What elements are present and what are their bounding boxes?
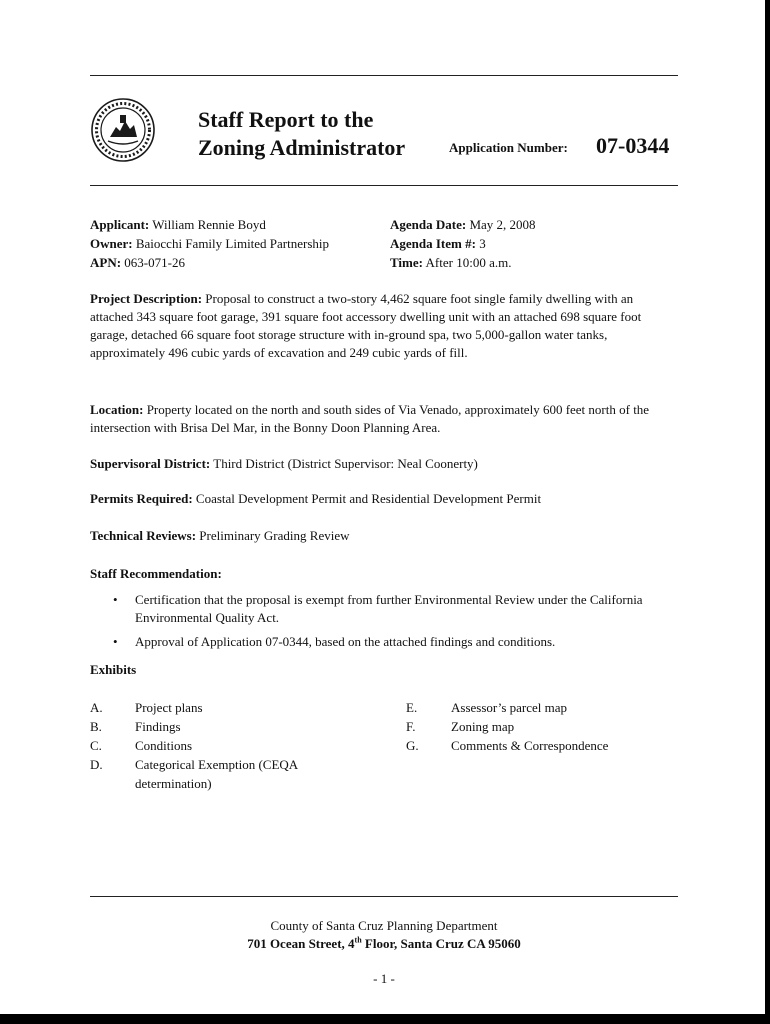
technical-reviews [90,527,678,545]
header-bottom-rule [90,185,678,186]
exhibit-text: Findings [135,719,181,734]
applicant-row [90,215,266,234]
time-value: After 10:00 a.m. [425,255,512,270]
list-item [406,717,681,736]
agenda-item-row [390,234,486,253]
project-description-text: Proposal to construct a two-story 4,462 square foot single family dwelling with an attached 343 square foot garage, 391 square foot accessory dwelling unit with an attached 698 square foot garage, detached 66 square foot storage structure with in-ground spa, two 5,000-gallon water tanks, approximately 496 cubic yards of excavation and 249 cubic yards of fill. [90,291,642,360]
permits-text: Coastal Development Permit and Residential Development Permit [195,491,542,506]
agenda-item-label: Agenda Item #: [390,236,476,251]
exhibit-letter: F. [406,719,416,734]
exhibit-text: Comments & Correspondence [451,738,609,753]
technical-text: Preliminary Grading Review [199,528,350,543]
exhibit-letter: E. [406,700,418,715]
exhibit-letter: B. [90,719,102,734]
list-item [90,698,330,717]
exhibits-list-right [406,698,681,755]
list-item [90,736,330,755]
owner-label: Owner: [90,236,133,251]
exhibit-letter: C. [90,738,102,753]
project-description-label: Project Description: [90,291,203,306]
title-line-2: Zoning Administrator [198,135,406,160]
exhibit-text: Project plans [135,700,203,715]
page-number: - 1 - [373,971,395,986]
list-item [113,633,673,651]
exhibits-heading: Exhibits [90,662,137,677]
list-item [90,755,330,793]
owner-row [90,234,329,253]
apn-row [90,253,185,272]
applicant-value: William Rennie Boyd [152,217,266,232]
recommendation-text: Certification that the proposal is exempt from further Environmental Review under the California Environmental Quality Act. [135,592,643,625]
scan-edge-right [765,0,770,1014]
time-row [390,253,511,272]
time-label: Time: [390,255,423,270]
supervisoral-text: Third District (District Supervisor: Neal Coonerty) [213,456,478,471]
exhibit-text: Categorical Exemption (CEQA determination) [135,757,298,791]
header-top-rule [90,75,678,76]
recommendation-text: Approval of Application 07-0344, based on the attached findings and conditions. [135,634,556,649]
exhibit-letter: D. [90,757,103,772]
list-item [113,591,673,627]
owner-value: Baiocchi Family Limited Partnership [135,236,330,251]
exhibits-list-left [90,698,330,793]
permits-required [90,490,678,508]
agenda-date-value: May 2, 2008 [469,217,536,232]
technical-label: Technical Reviews: [90,528,197,543]
list-item [90,717,330,736]
footer-address: 701 Ocean Street, 4th Floor, Santa Cruz CA 95060 [247,935,521,951]
footer [90,917,678,953]
exhibit-letter: A. [90,700,103,715]
agenda-date-row [390,215,536,234]
permits-label: Permits Required: [90,491,193,506]
applicant-label: Applicant: [90,217,150,232]
bullet-icon: • [113,592,118,607]
list-item [406,698,681,717]
exhibit-text: Conditions [135,738,193,753]
staff-recommendation-heading: Staff Recommendation: [90,566,222,581]
exhibit-text: Assessor’s parcel map [451,700,568,715]
page-title [198,106,405,162]
location-label: Location: [90,402,144,417]
agenda-item-value: 3 [479,236,486,251]
title-line-1: Staff Report to the [198,107,374,132]
exhibit-text: Zoning map [451,719,515,734]
project-description [90,290,678,362]
apn-label: APN: [90,255,122,270]
county-seal-icon [90,97,156,163]
footer-department: County of Santa Cruz Planning Department [270,918,498,933]
list-item [406,736,681,755]
application-number-label: Application Number: [449,140,568,155]
supervisoral-district [90,455,678,473]
supervisoral-label: Supervisoral District: [90,456,211,471]
bullet-icon: • [113,634,118,649]
application-number: 07-0344 [596,133,670,158]
exhibit-letter: G. [406,738,419,753]
location-text: Property located on the north and south sides of Via Venado, approximately 600 feet north of the intersection with Brisa Del Mar, in the Bonny Doon Planning Area. [90,402,650,435]
apn-value: 063-071-26 [124,255,185,270]
scan-edge-bottom [0,1014,770,1024]
staff-recommendation-list [113,591,673,657]
footer-rule [90,896,678,897]
agenda-date-label: Agenda Date: [390,217,467,232]
location [90,401,678,437]
